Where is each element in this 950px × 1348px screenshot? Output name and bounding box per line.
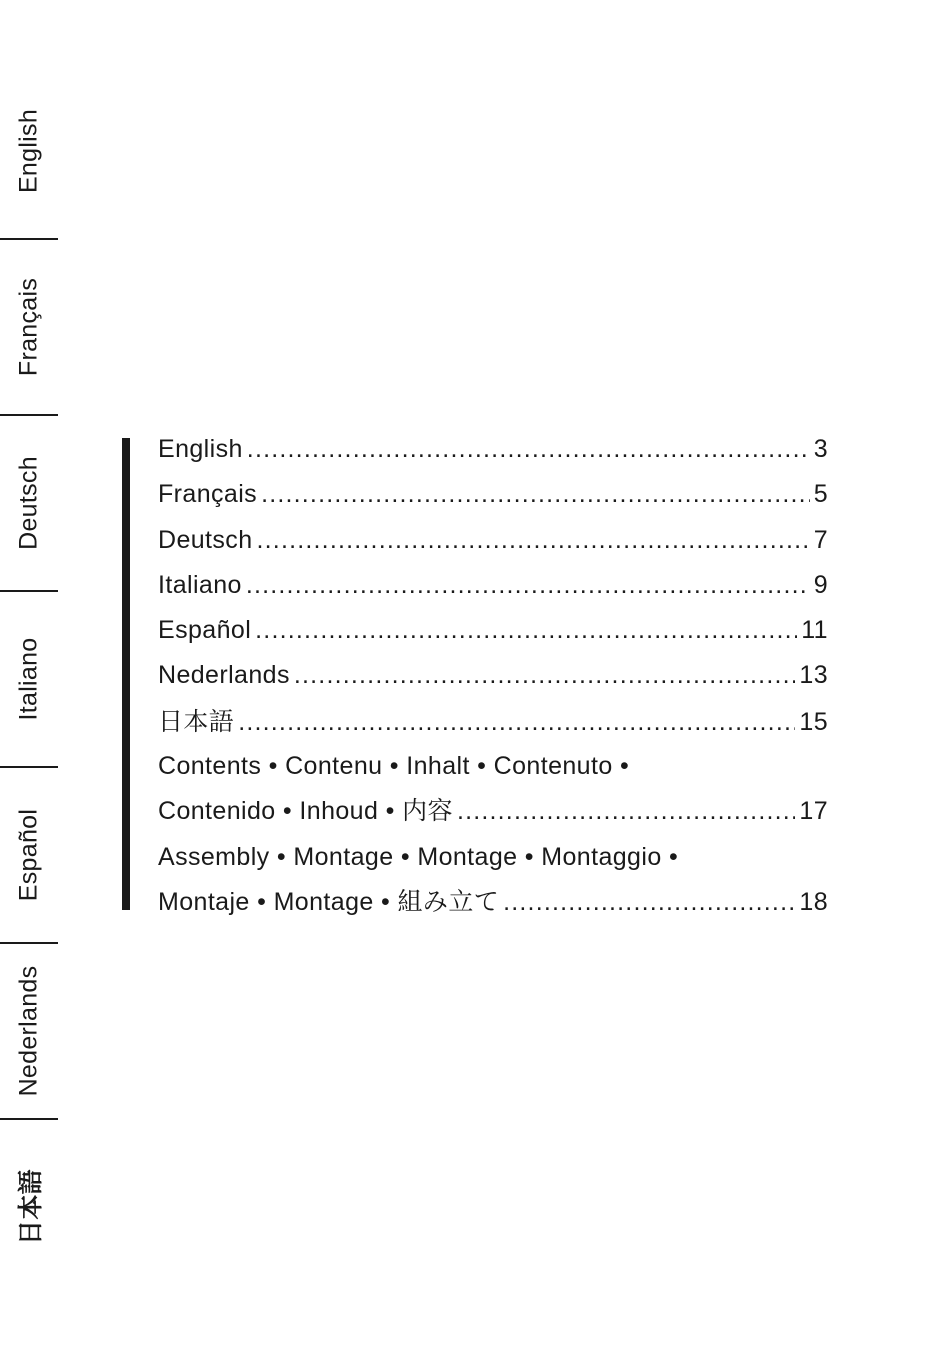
toc-entry-nederlands[interactable] xyxy=(158,653,828,698)
toc-entry-title: Français xyxy=(158,480,258,509)
toc-leader-dots xyxy=(257,518,810,563)
toc-entry-francais[interactable] xyxy=(158,472,828,517)
side-tab-label: Deutsch xyxy=(14,456,43,550)
side-tab-nederlands[interactable] xyxy=(0,944,58,1118)
side-tab-label: Français xyxy=(14,277,43,377)
toc-entry-title: Assembly • Montage • Montage • Montaggio • xyxy=(158,842,679,871)
side-tab-label: English xyxy=(14,108,43,194)
toc-entry-deutsch[interactable] xyxy=(158,518,828,563)
toc-page-number: 13 xyxy=(799,661,828,690)
side-tab-italiano[interactable] xyxy=(0,592,58,766)
toc-entry-title: Contents • Contenu • Inhalt • Contenuto • xyxy=(158,752,630,781)
toc-leader-dots xyxy=(238,700,795,745)
side-tab-label: Italiano xyxy=(14,637,43,721)
toc-entry-title: Italiano xyxy=(158,570,242,599)
toc-entry-japanese[interactable] xyxy=(158,699,828,744)
toc-entry-espanol[interactable] xyxy=(158,608,828,653)
side-tab-francais[interactable] xyxy=(0,240,58,414)
toc-entry-title: 日本語 xyxy=(158,706,235,736)
toc-entry-english[interactable] xyxy=(158,427,828,472)
toc-page-number: 5 xyxy=(813,480,828,509)
toc-entry-italiano[interactable] xyxy=(158,563,828,608)
toc-entry-title: Contenido • Inhoud • 内容 xyxy=(158,797,453,826)
toc-list xyxy=(158,427,828,925)
side-tab-english[interactable] xyxy=(0,64,58,238)
toc-leader-dots xyxy=(261,472,810,517)
toc-page-number: 17 xyxy=(799,797,828,826)
toc-entry-title: Español xyxy=(158,616,252,645)
toc-page-number: 15 xyxy=(799,707,828,736)
side-tab-deutsch[interactable] xyxy=(0,416,58,590)
toc-entry-assembly-line2[interactable] xyxy=(158,880,828,925)
toc-entry-title: Montaje • Montage • 組み立て xyxy=(158,887,500,916)
toc-page-number: 18 xyxy=(799,887,828,916)
side-tab-label: Nederlands xyxy=(14,965,43,1097)
toc-entry-title: Nederlands xyxy=(158,661,290,690)
toc-page-number: 7 xyxy=(813,525,828,554)
side-tab-espanol[interactable] xyxy=(0,768,58,942)
toc-page-number: 11 xyxy=(801,616,828,645)
toc-entry-title: English xyxy=(158,435,243,463)
side-tab-label: Español xyxy=(14,808,43,902)
toc-leader-dots xyxy=(247,427,810,472)
side-tab-japanese[interactable] xyxy=(0,1120,58,1294)
toc-page-number: 9 xyxy=(813,570,828,599)
toc-accent-bar xyxy=(122,438,130,910)
toc-entry-contents-line2[interactable] xyxy=(158,789,828,834)
toc-page-number: 3 xyxy=(813,435,828,463)
toc-leader-dots xyxy=(503,880,795,925)
toc-entry-assembly-line1[interactable] xyxy=(158,835,828,880)
toc-entry-contents-line1[interactable] xyxy=(158,744,828,789)
toc-entry-title: Deutsch xyxy=(158,525,253,554)
toc-leader-dots xyxy=(255,608,797,653)
toc-leader-dots xyxy=(294,653,796,698)
language-side-tabs xyxy=(0,64,58,1294)
toc-leader-dots xyxy=(246,563,810,608)
side-tab-label: 日本語 xyxy=(16,1169,45,1245)
toc-leader-dots xyxy=(457,789,795,834)
